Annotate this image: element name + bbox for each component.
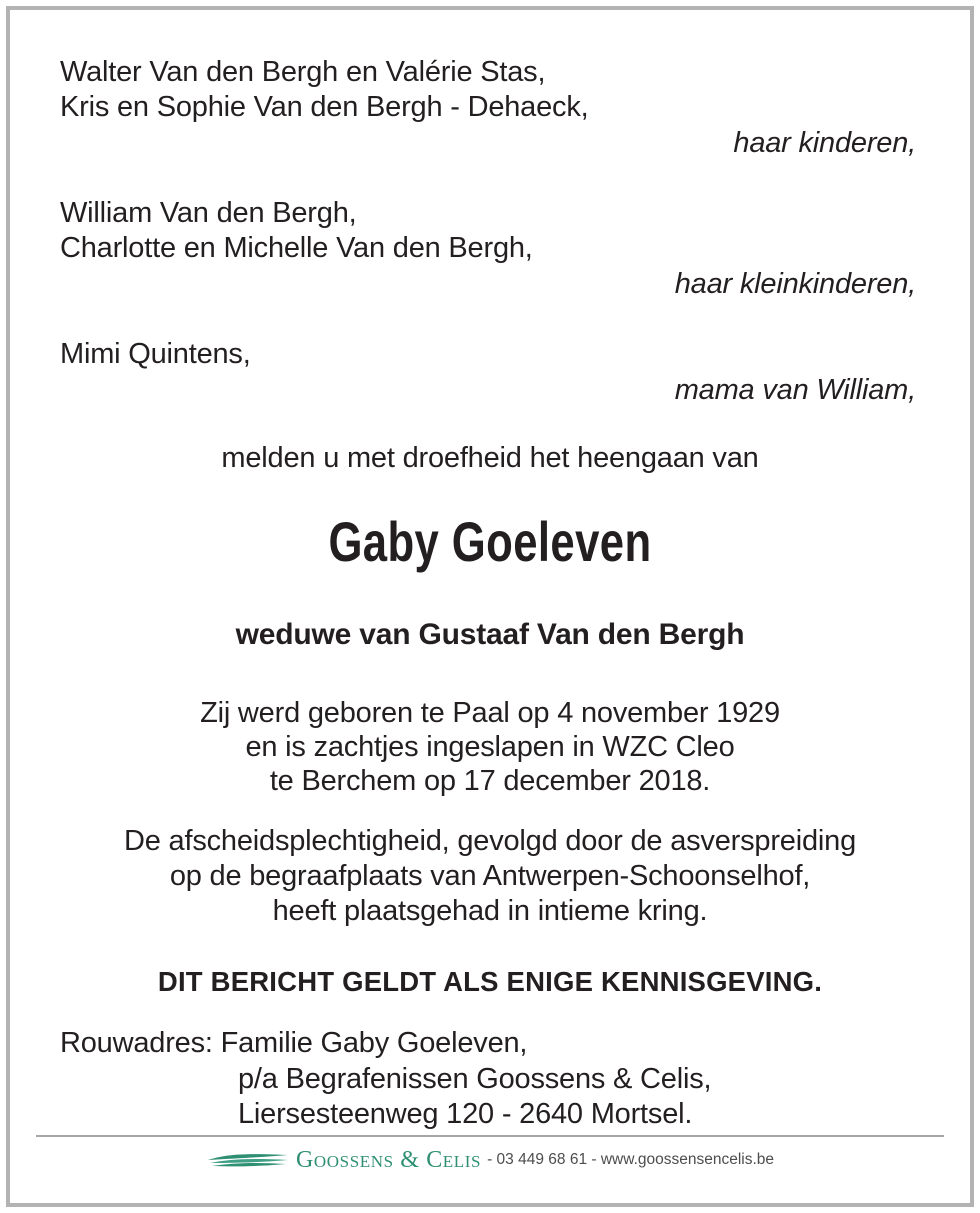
deceased-name: Gaby Goeleven (328, 510, 652, 573)
family-line: Mimi Quintens, (60, 338, 251, 370)
birth-death-line: te Berchem op 17 december 2018. (269, 765, 711, 797)
wave-logo-icon (206, 1149, 290, 1171)
spouse-line: weduwe van Gustaaf Van den Bergh (235, 618, 745, 651)
address-line: Liersesteenweg 120 - 2640 Mortsel. (238, 1098, 693, 1130)
family-line: William Van den Bergh, (60, 197, 357, 229)
ceremony-line: De afscheidsplechtigheid, gevolgd door de asverspreiding (124, 825, 856, 857)
footer-contact: - 03 449 68 61 - www.goossensencelis.be (487, 1151, 775, 1168)
family-line: Kris en Sophie Van den Bergh - Dehaeck, (60, 91, 589, 123)
address-line: p/a Begrafenissen Goossens & Celis, (238, 1063, 712, 1095)
notice-text: DIT BERICHT GELDT ALS ENIGE KENNISGEVING. (157, 966, 823, 997)
birth-death-line: Zij werd geboren te Paal op 4 november 1929 (200, 697, 780, 729)
family-line: Walter Van den Bergh en Valérie Stas, (60, 56, 546, 88)
footer (0, 1143, 980, 1177)
ceremony-line: heeft plaatsgehad in intieme kring. (272, 895, 708, 927)
birth-death-line: en is zachtjes ingeslapen in WZC Cleo (245, 731, 735, 763)
brand-ampersand: & (400, 1146, 420, 1173)
address-label: Rouwadres: Familie Gaby Goeleven, (60, 1027, 528, 1059)
announcement: melden u met droefheid het heengaan van (221, 442, 759, 474)
role-label: mama van William, (674, 374, 916, 406)
role-label: haar kinderen, (733, 127, 916, 159)
role-label: haar kleinkinderen, (674, 268, 916, 300)
brand-second: Celis (426, 1146, 482, 1173)
brand-first: Goossens (295, 1146, 394, 1173)
footer-divider (36, 1135, 944, 1137)
family-line: Charlotte en Michelle Van den Bergh, (60, 232, 533, 264)
ceremony-line: op de begraafplaats van Antwerpen-Schoonselhof, (169, 860, 811, 892)
brand-name (296, 1147, 481, 1174)
